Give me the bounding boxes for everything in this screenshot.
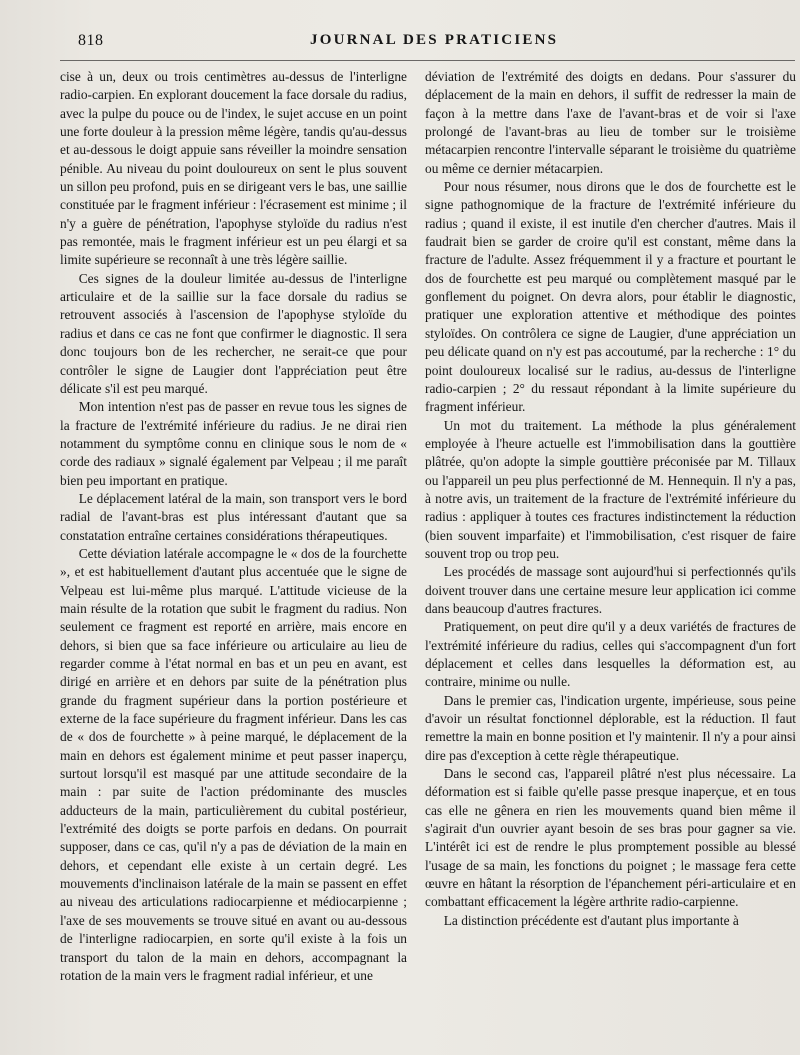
paragraph: Un mot du traitement. La méthode la plus généralement employée à l'heure actuelle est l'immobilisation dans la gouttière plâtrée, qu'on adopte la simple gouttière préconisée par M. Tillaux ou l'appareil un peu plus perfectionné de M. Hennequin. Il n'y a pas, à notre avis, un traitement de la fracture de l'extrémité inférieure du radius : appliquer à toutes ces fractures indistinctement la réduction (bien souvent imparfaite) et l'immobilisation, c'est risquer de faire souvent trop ou trop peu. (425, 417, 796, 561)
running-head: JOURNAL DES PRATICIENS (310, 32, 559, 48)
paragraph: La distinction précédente est d'autant plus importante à (443, 912, 739, 928)
page-number: 818 (78, 32, 104, 49)
paragraph: Mon intention n'est pas de passer en revue tous les signes de la fracture de l'extrémité inférieure du radius. Je ne dirai rien notamment du symptôme connu en clinique sous le nom de « corde des radiaux » signalé également par Velpeau ; il me paraît bien peu important en pratique. (60, 399, 407, 488)
page-header (0, 30, 800, 58)
paragraph: Dans le second cas, l'appareil plâtré n'est plus nécessaire. La déformation est si faible qu'elle passe presque inaperçue, et en tous cas elle ne gênera en rien les mouvements quand bien même il s'agirait d'un ouvrier ayant besoin de ses bras pour gagner sa vie. L'intérêt ici est de rendre le plus promptement possible au blessé l'usage de sa main, les fonctions du poignet ; le massage fera cette œuvre en hâtant la résorption de l'épanchement péri-articulaire et en combattant efficacement la légère arthrite radio-carpienne. (425, 766, 796, 910)
paragraph: Ces signes de la douleur limitée au-dessus de l'interligne articulaire et de la saillie sur la face dorsale du radius se retrouvent associés à l'ascension de l'apophyse styloïde du radius et dans ce cas ne font que confirmer le diagnostic. Il sera donc toujours bon de les rechercher, ne serait-ce que pour contrôler le signe de Laugier dont l'appréciation peut être délicate s'il est peu marqué. (60, 270, 407, 396)
paragraph: Le déplacement latéral de la main, son transport vers le bord radial de l'avant-bras est plus intéressant d'autant que sa constatation entraîne certaines considérations thérapeutiques. (60, 490, 407, 543)
paragraph: Dans le premier cas, l'indication urgente, impérieuse, sous peine d'avoir un résultat fonctionnel déplorable, est la réduction. Il faut remettre la main en bonne position et l'y maintenir. Il n'y a pour ainsi dire pas d'exception à cette règle thérapeutique. (425, 692, 796, 763)
text-columns (60, 68, 800, 1048)
paragraph: Pratiquement, on peut dire qu'il y a deux variétés de fractures de l'extrémité inférieure du radius, celles qui s'accompagnent d'un fort déplacement et celles dans lesquelles la déformation est, au contraire, minime ou nulle. (425, 619, 796, 690)
paragraph: déviation de l'extrémité des doigts en dedans. Pour s'assurer du déplacement de la main en dehors, il suffit de redresser la main de façon à la mettre dans l'axe de l'avant-bras et de voir si l'axe prolongé de l'avant-bras au lieu de tomber sur le troisième métacarpien rencontre l'intervalle séparant le troisième du quatrième ou même ce dernier métacarpien. (425, 69, 796, 176)
left-column (60, 68, 413, 1048)
right-column (413, 68, 800, 1048)
paragraph: cise à un, deux ou trois centimètres au-dessus de l'interligne radio-carpien. En explorant doucement la face dorsale du radius, avec la pulpe du pouce ou de l'index, le sujet accuse en un point une forte douleur à la pression même légère, tandis qu'au-dessus et au-dessous le doigt appuie sans réveiller la moindre sensation pénible. Au niveau du point douloureux on sent le plus souvent un sillon peu profond, puis en se dirigeant vers le bas, une saillie constituée par le fragment inférieur : l'écrasement est minime ; il n'y a guère de pénétration, l'apophyse styloïde du radius n'est pas remontée, mais le fragment inférieur est un peu élargi et sa limite supérieure se reconnaît à une très légère saillie. (60, 69, 407, 268)
paragraph: Pour nous résumer, nous dirons que le dos de fourchette est le signe pathognomique de la fracture de l'extrémité inférieure du radius ; quand il existe, il est inutile d'en chercher d'autres. Mais il faudrait bien se garder de croire qu'il est constant, même dans la fracture de l'adulte. Assez fréquemment il y a fracture et pourtant le dos de fourchette est peu marqué ou complètement masqué par le gonflement du poignet. On devra alors, pour établir le diagnostic, pratiquer une exploration attentive et méthodique des pointes styloïdes. On contrôlera ce signe de Laugier, d'une appréciation un peu délicate quand on n'y est pas accoutumé, par la recherche : 1° du point douloureux localisé sur le radius, au-dessus de l'interligne radio-carpien ; 2° du ressaut répondant à la limite supérieure du fragment inférieur. (425, 179, 796, 415)
paragraph: Les procédés de massage sont aujourd'hui si perfectionnés qu'ils doivent trouver dans une certaine mesure leur application ici comme dans beaucoup d'autres fractures. (425, 564, 796, 616)
header-rule (60, 60, 795, 61)
paragraph: Cette déviation latérale accompagne le « dos de la fourchette », et est habituellement d'autant plus accentuée que le signe de Velpeau est lui-même plus marqué. L'attitude vicieuse de la main résulte de la rotation que subit le fragment du radius. Non seulement ce fragment est reporté en arrière, mais encore en dehors, si bien que sa face inférieure ou articulaire au lieu de regarder comme à l'état normal en bas et un peu en avant, est dirigé en arrière et en dehors par suite de la pénétration plus grande du fragment supérieur dans la portion postérieure et externe de la face supérieure du fragment inférieur. Dans les cas de « dos de fourchette » à peine marqué, le déplacement de la main en dehors est également minime et peut passer inaperçu, surtout lorsqu'il est masqué par une attitude secondaire de la main : par suite de l'action prédominante des muscles adducteurs de la main, particulièrement du cubital postérieur, l'extrémité des doigts se porte parfois en dedans. On pourrait supposer, dans ce cas, qu'il n'y a pas de déviation de la main en dehors, et cependant elle existe à un certain degré. Les mouvements d'inclinaison latérale de la main se passent en effet au niveau des articulations radiocarpienne et médiocarpienne ; l'axe de ses mouvements se trouve situé en avant ou au-dessous de l'interligne radiocarpien, en sorte qu'il existe à la fois un transport du talon de la main en dehors, accompagnant la rotation de la main vers le fragment radial inférieur, et une (60, 545, 407, 983)
